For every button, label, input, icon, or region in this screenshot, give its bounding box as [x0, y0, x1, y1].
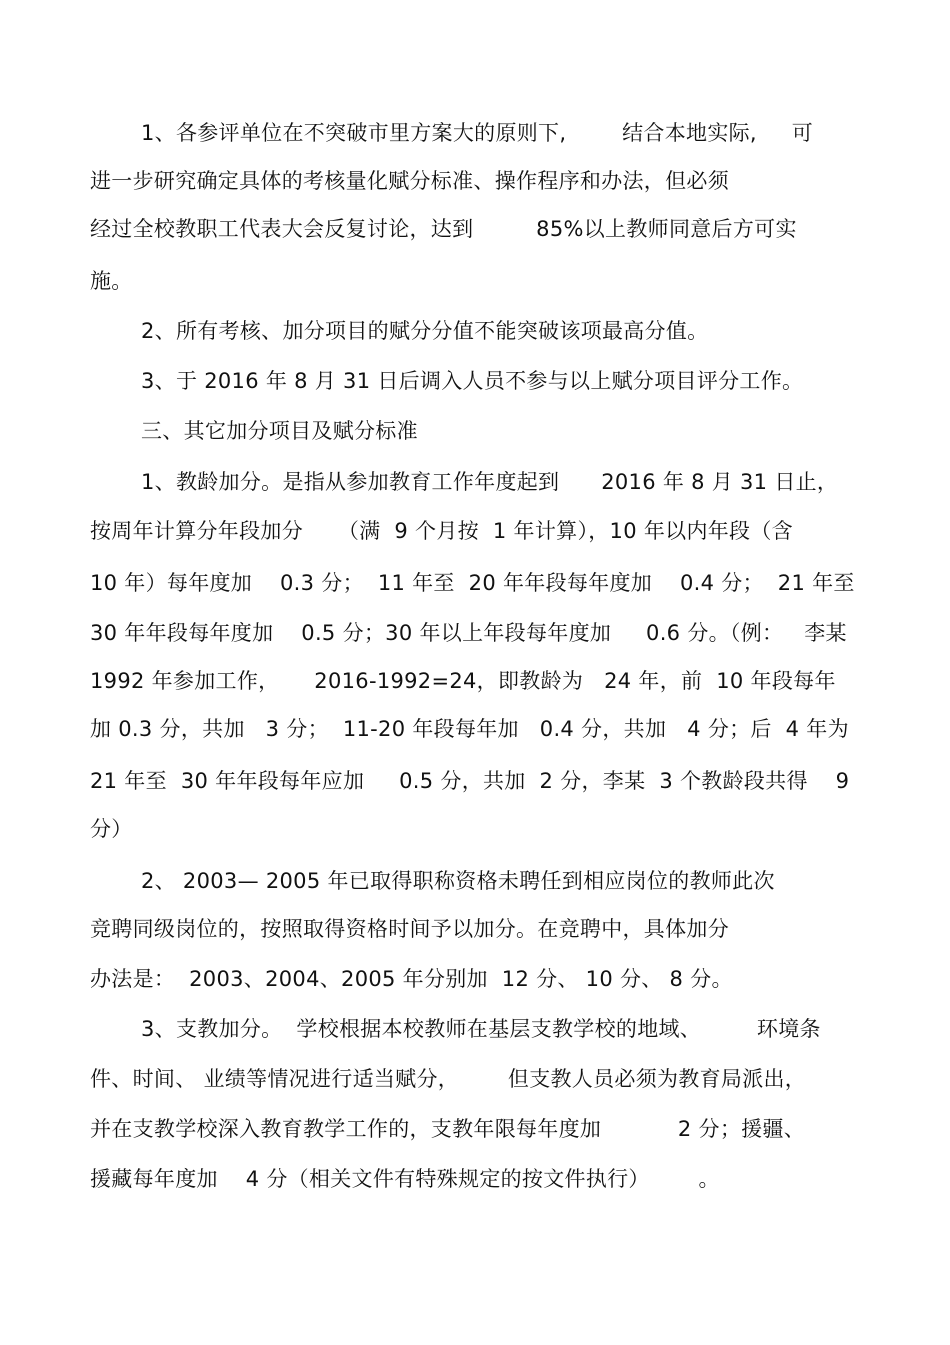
paragraph-line: 件、时间、 业绩等情况进行适当赋分， 但支教人员必须为教育局派出， [90, 1067, 807, 1091]
paragraph-line: 10 年）每年度加 0.3 分； 11 年至 20 年年段每年度加 0.4 分； 21 年至 [90, 571, 855, 595]
paragraph-line: 并在支教学校深入教育教学工作的，支教年限每年度加 2 分；援疆、 [90, 1117, 806, 1141]
paragraph-line: 2、所有考核、加分项目的赋分分值不能突破该项最高分值。 [141, 319, 709, 343]
section-heading: 三、其它加分项目及赋分标准 [141, 419, 418, 443]
paragraph-line: 1992 年参加工作， 2016-1992=24，即教龄为 24 年，前 10 年段每年 [90, 669, 836, 693]
paragraph-line: 办法是： 2003、2004、2005 年分别加 12 分、 10 分、 8 分。 [90, 967, 733, 991]
paragraph-line: 3、于 2016 年 8 月 31 日后调入人员不参与以上赋分项目评分工作。 [141, 369, 804, 393]
paragraph-line: 1、教龄加分。是指从参加教育工作年度起到 2016 年 8 月 31 日止， [141, 470, 839, 494]
paragraph-line: 3、支教加分。 学校根据本校教师在基层支教学校的地域、 环境条 [141, 1017, 821, 1041]
paragraph-line: 2、 2003— 2005 年已取得职称资格未聘任到相应岗位的教师此次 [141, 869, 775, 893]
paragraph-line: 分） [90, 817, 133, 841]
paragraph-line: 竞聘同级岗位的，按照取得资格时间予以加分。在竞聘中，具体加分 [90, 917, 729, 941]
paragraph-line: 援藏每年度加 4 分（相关文件有特殊规定的按文件执行） 。 [90, 1167, 720, 1191]
paragraph-line: 30 年年段每年度加 0.5 分；30 年以上年段每年度加 0.6 分。（例： 李某 [90, 621, 847, 645]
paragraph-line: 进一步研究确定具体的考核量化赋分标准、操作程序和办法，但必须 [90, 169, 729, 193]
paragraph-line: 加 0.3 分，共加 3 分； 11-20 年段每年加 0.4 分，共加 4 分；后 4 年为 [90, 717, 849, 741]
paragraph-line: 经过全校教职工代表大会反复讨论，达到 85%以上教师同意后方可实 [90, 217, 797, 241]
paragraph-line: 按周年计算分年段加分 （满 9 个月按 1 年计算），10 年以内年段（含 [90, 519, 793, 543]
paragraph-line: 施。 [90, 269, 133, 293]
paragraph-line: 21 年至 30 年年段每年应加 0.5 分，共加 2 分，李某 3 个教龄段共得 9 [90, 769, 850, 793]
paragraph-line: 1、各参评单位在不突破市里方案大的原则下, 结合本地实际, 可 [141, 121, 814, 145]
